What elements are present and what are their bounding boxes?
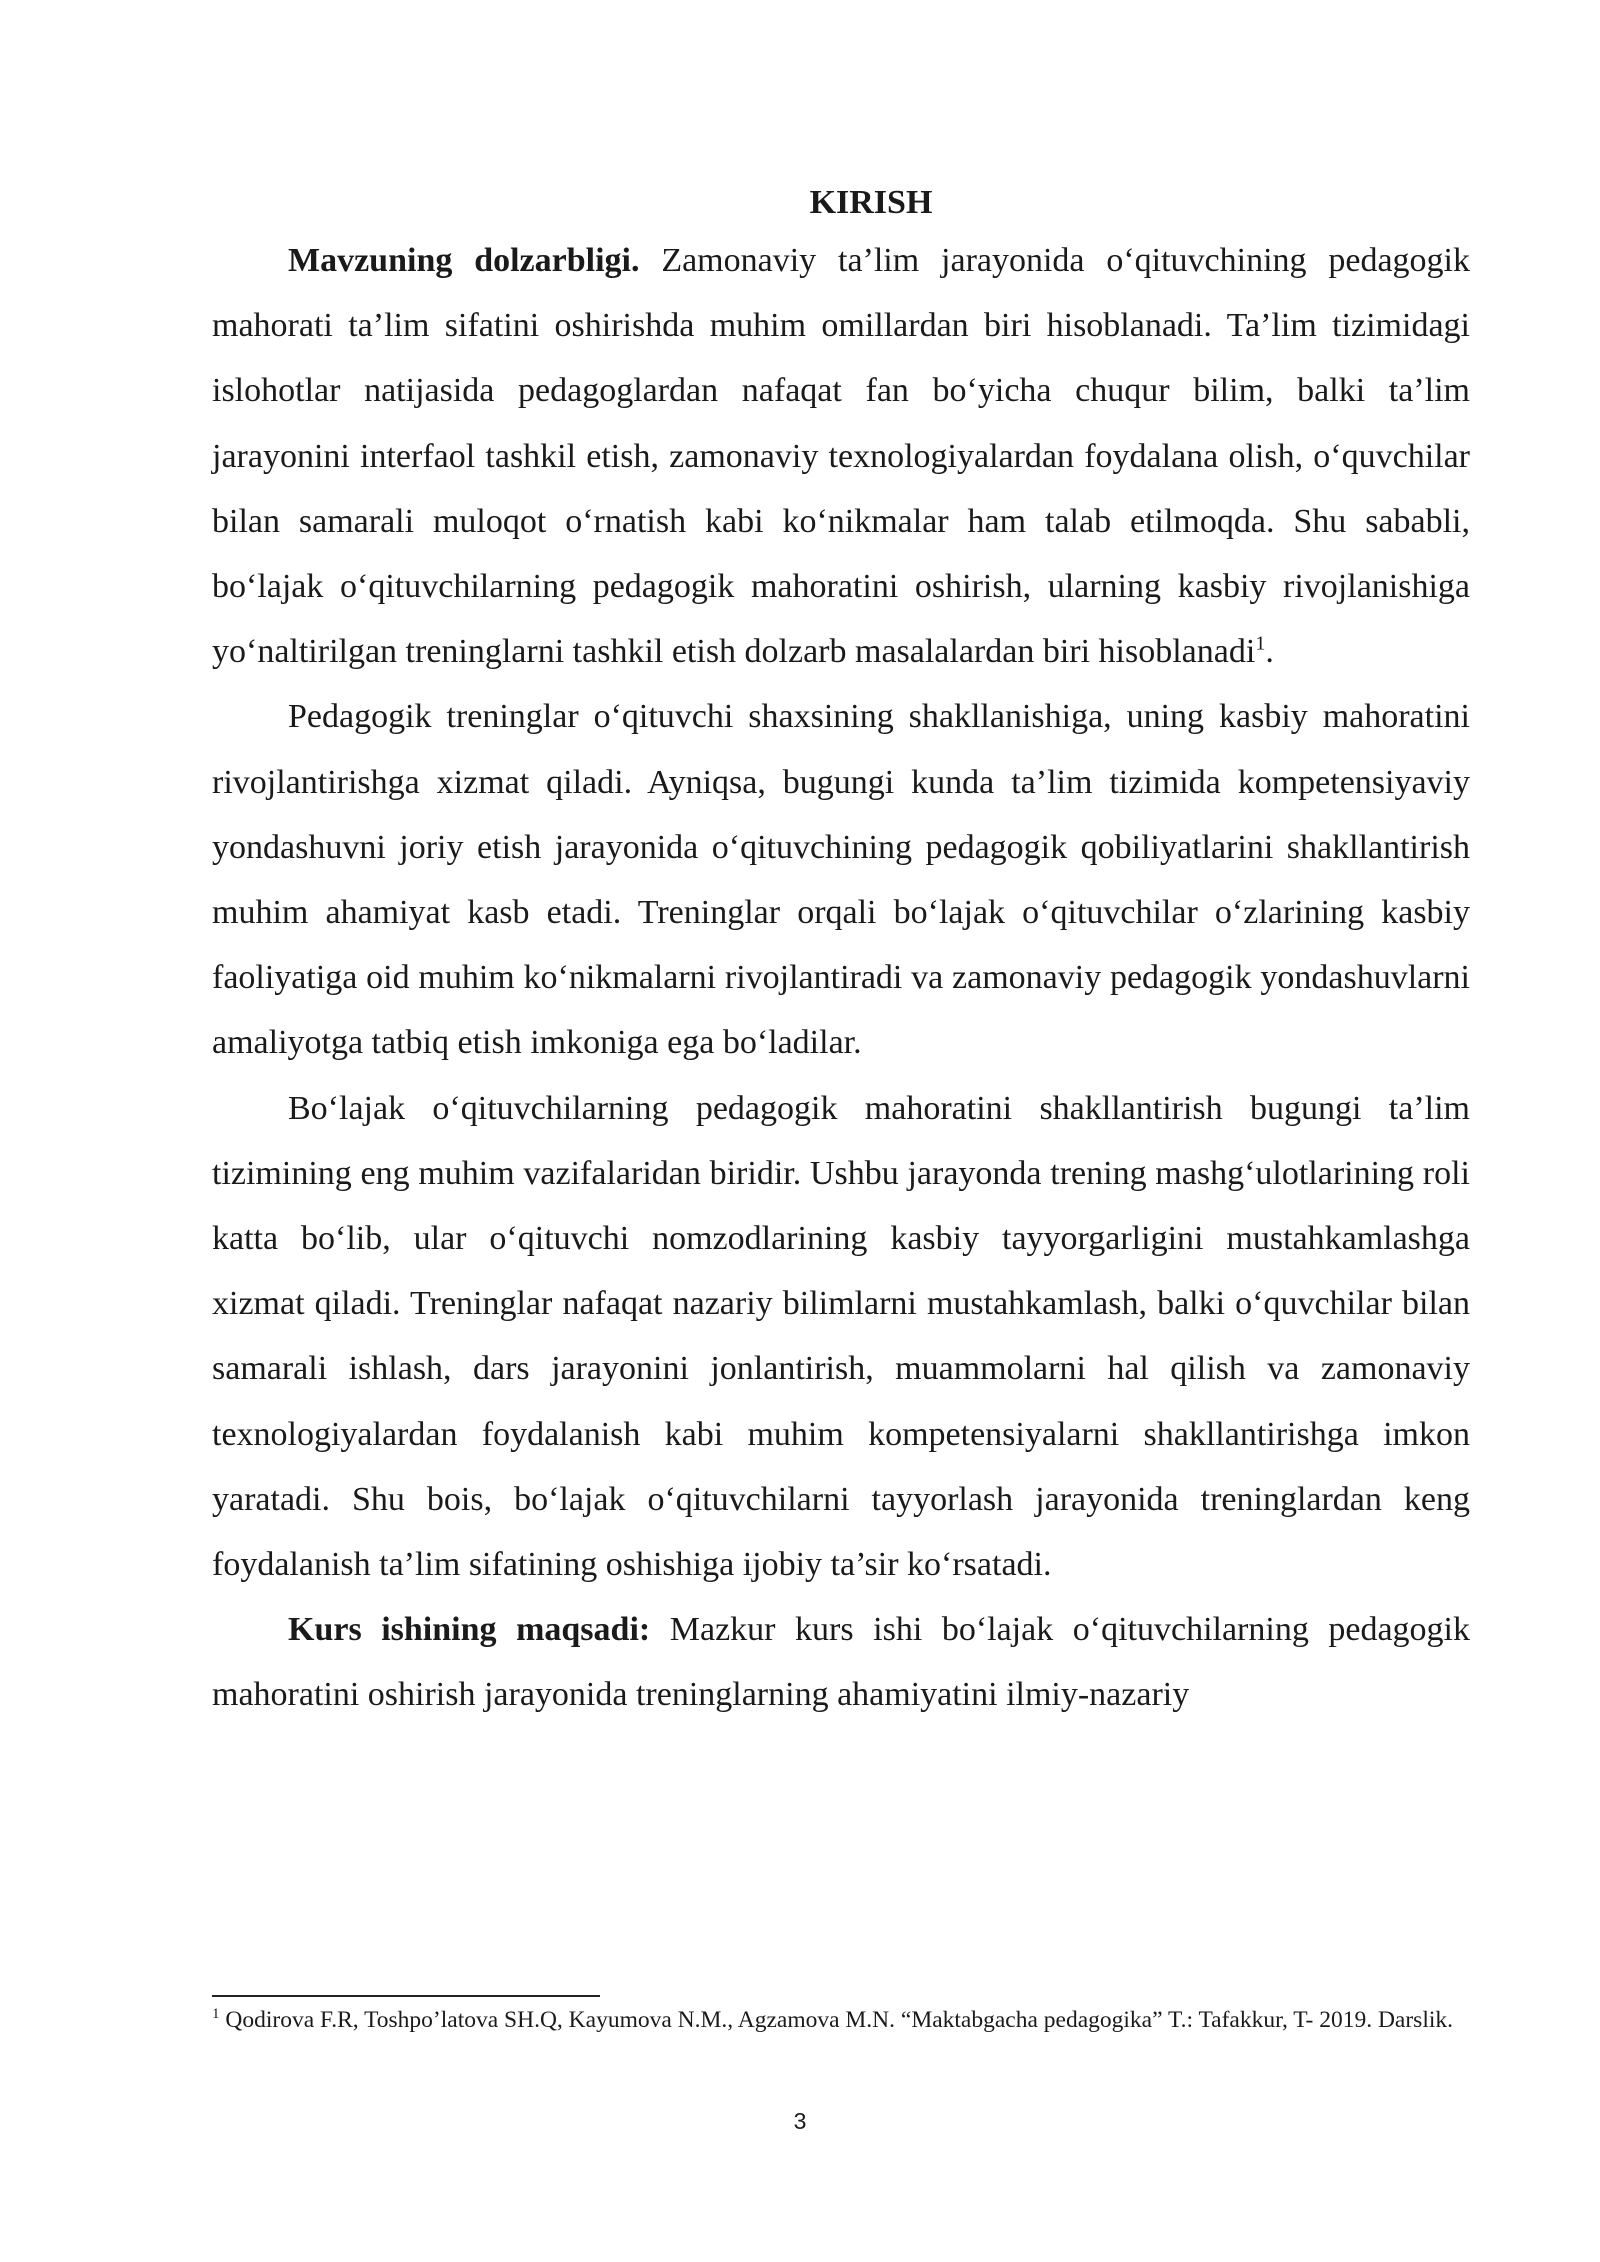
- paragraph-skills: [212, 1076, 1470, 1598]
- footnote-text: Qodirova F.R, Toshpo’latova SH.Q, Kayumova N.M., Agzamova M.N. “Maktabgacha pedagogika” T.: Tafakkur, T- 2019. Darslik.: [219, 2007, 1454, 2033]
- paragraph-text: Zamonaviy ta’lim jarayonida o‘qituvchining pedagogik mahorati ta’lim sifatini oshirishda muhim omillardan biri hisoblanadi. Ta’lim tizimidagi islohotlar natijasida pedagoglardan nafaqat fan bo‘yicha chuqur bilim, balki ta’lim jarayonini interfaol tashkil etish, zamonaviy texnologiyalardan foydalana olish, o‘quvchilar bilan samarali muloqot o‘rnatish kabi ko‘nikmalar ham talab etilmoqda. Shu sababli, bo‘lajak o‘qituvchilarning pedagogik mahoratini oshirish, ularning kasbiy rivojlanishiga yo‘naltirilgan treninglarni tashkil etish dolzarb masalalardan biri hisoblanadi: [212, 242, 1471, 671]
- paragraph-lead: Kurs ishining maqsadi:: [288, 1611, 651, 1649]
- footnote: [212, 2004, 1470, 2037]
- paragraph-goal: [212, 1597, 1470, 1727]
- paragraph-text: Bo‘lajak o‘qituvchilarning pedagogik mahoratini shakllantirish bugungi ta’lim tizimining eng muhim vazifalaridan biridir. Ushbu jarayonda trening mashg‘ulotlarining roli katta bo‘lib, ular o‘qituvchi nomzodlarining kasbiy tayyorgarligini mustahkamlashga xizmat qiladi. Treninglar nafaqat nazariy bilimlarni mustahkamlash, balki o‘quvchilar bilan samarali ishlash, dars jarayonini jonlantirish, muammolarni hal qilish va zamonaviy texnologiyalardan foydalanish kabi muhim kompetensiyalarni shakllantirishga imkon yaratadi. Shu bois, bo‘lajak o‘qituvchilarni tayyorlash jarayonida treninglardan keng foydalanish ta’lim sifatining oshishiga ijobiy ta’sir ko‘rsatadi.: [212, 1089, 1470, 1584]
- paragraph-relevance: [212, 228, 1470, 684]
- paragraph-tail: .: [1265, 633, 1274, 671]
- paragraph-lead: Mavzuning dolzarbligi.: [288, 242, 640, 279]
- page-title: KIRISH: [809, 184, 933, 221]
- page-number: 3: [793, 2108, 807, 2134]
- paragraph-text: Pedagogik treninglar o‘qituvchi shaxsining shakllanishiga, uning kasbiy mahoratini rivojlantirishga xizmat qiladi. Ayniqsa, bugungi kunda ta’lim tizimida kompetensiyaviy yondashuvni joriy etish jarayonida o‘qituvchining pedagogik qobiliyatlarini shakllantirish muhim ahamiyat kasb etadi. Treninglar orqali bo‘lajak o‘qituvchilar o‘zlarining kasbiy faoliyatiga oid muhim ko‘nikmalarni rivojlantiradi va zamonaviy pedagogik yondashuvlarni amaliyotga tatbiq etish imkoniga ega bo‘ladilar.: [212, 698, 1470, 1062]
- footnote-separator: [212, 1995, 600, 1997]
- paragraph-text: Mazkur kurs ishi bo‘lajak o‘qituvchilarning pedagogik mahoratini oshirish jarayonida treninglarning ahamiyatini ilmiy-nazariy: [212, 1611, 1470, 1714]
- paragraph-trainings: [212, 684, 1470, 1075]
- footnote-marker: 1: [212, 2006, 220, 2023]
- main-text: [212, 178, 1470, 1728]
- footnote-reference[interactable]: 1: [1255, 632, 1266, 655]
